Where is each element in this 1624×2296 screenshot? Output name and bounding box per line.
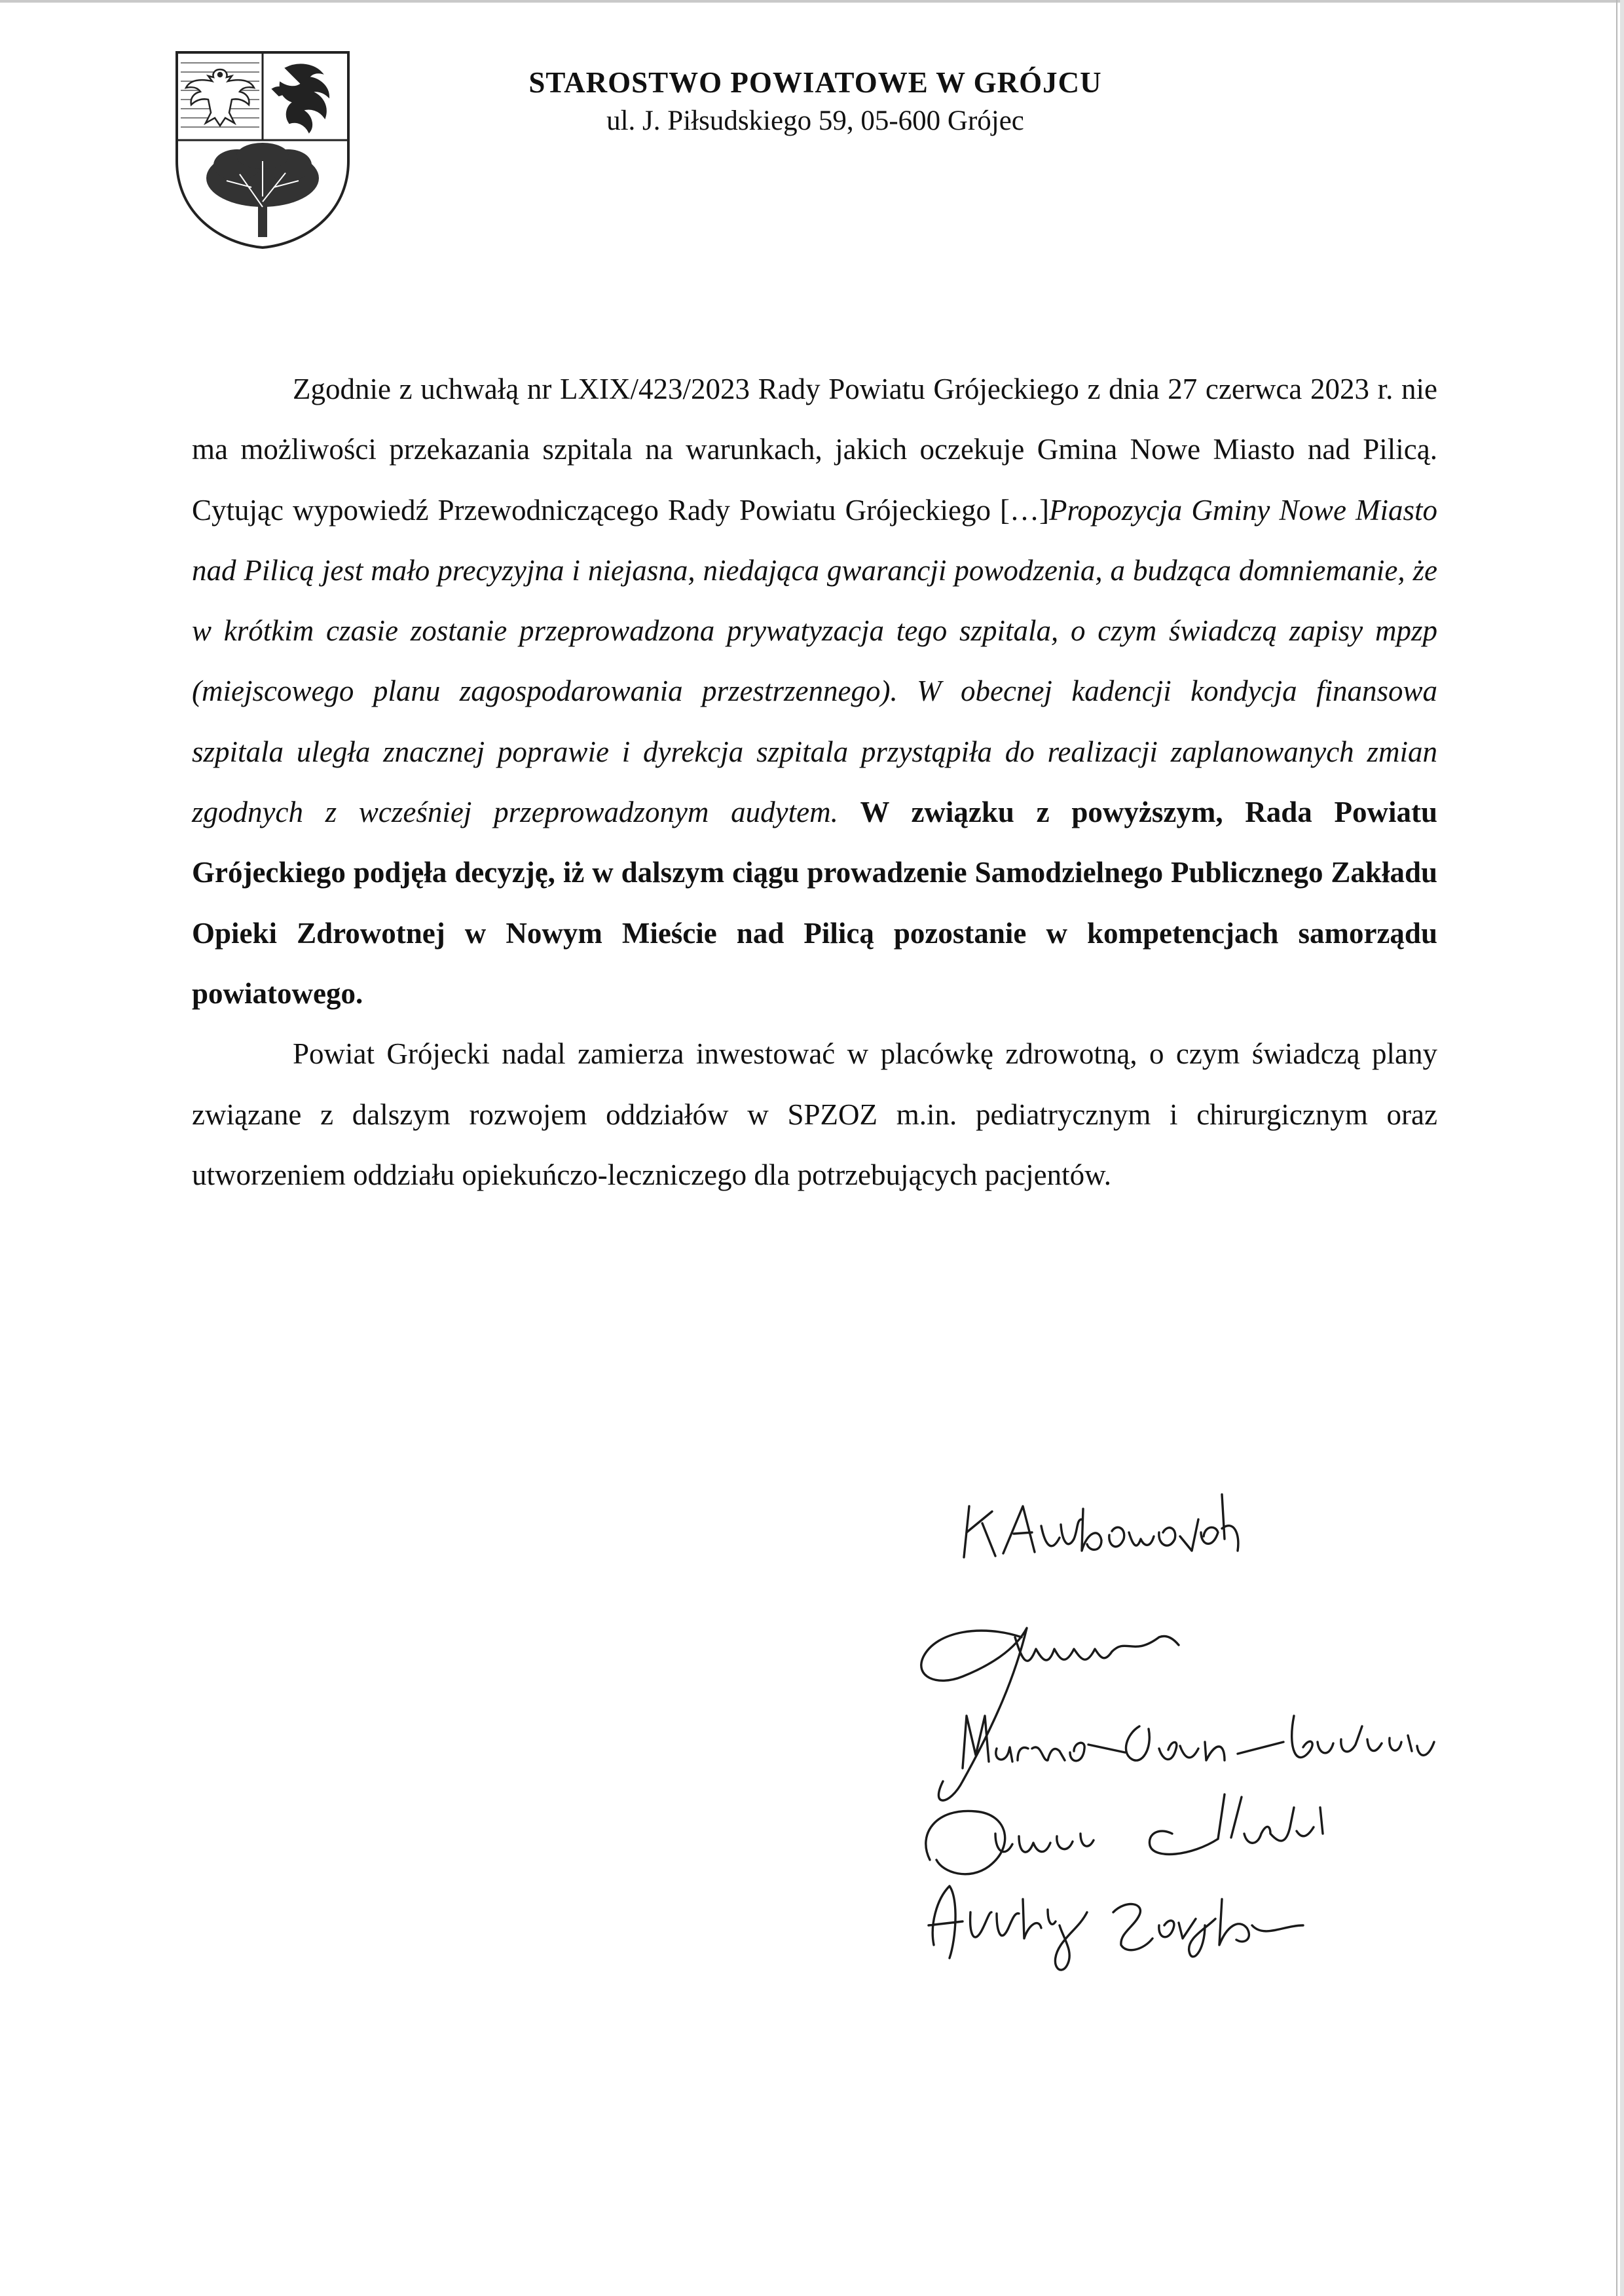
coat-of-arms-icon [174, 50, 351, 250]
letterhead [419, 63, 1211, 140]
signature-4 [926, 1794, 1323, 1874]
paragraph-1-intro: Zgodnie z uchwałą nr LXIX/423/2023 Rady Powiatu Grójeckiego z dnia 27 czerwca 2023 r. nie ma możliwości przekazania szpitala na warunkach, jakich oczekuje Gmina Nowe Miasto nad Pilicą. Cytując wypowiedź Przewodniczącego Rady Powiatu Grójeckiego […] [192, 373, 1437, 527]
signature-1-text: K. Ambrożewicz [956, 1571, 967, 1572]
paragraph-1-conclusion: W związku z powyższym, Rada Powiatu Grójeckiego podjęła decyzję, iż w dalszym ciągu prowadzenie Samodzielnego Publicznego Zakładu Opieki Zdrowotnej w Nowym Mieście nad Pilicą pozostanie w kompetencjach samorządu powiatowego. [192, 796, 1438, 1010]
paragraph-2: Powiat Grójecki nadal zamierza inwestować w placówkę zdrowotną, o czym świadczą plany związane z dalszym rozwojem oddziałów w SPZOZ m.in. pediatrycznym i chirurgicznym oraz utworzeniem oddziału opiekuńczo-leczniczego dla potrzebujących pacjentów. [192, 1037, 1437, 1191]
organization-name: STAROSTWO POWIATOWE W GRÓJCU [528, 66, 1102, 99]
scan-edge-line [1616, 0, 1617, 2296]
organization-address: ul. J. Piłsudskiego 59, 05-600 Grójec [606, 105, 1024, 136]
scan-edge-right [1620, 0, 1624, 2296]
handwritten-signatures [851, 1441, 1598, 2096]
letter-body [192, 359, 1437, 1205]
paragraph-1-quote: Propozycja Gminy Nowe Miasto nad Pilicą jest mało precyzyjna i niejasna, niedająca gwarancji powodzenia, a budząca domniemanie, że w krótkim czasie zostanie przeprowadzona prywatyzacja tego szpitala, o czym świadczą zapisy mpzp (miejscowego planu zagospodarowania przestrzennego). W obecnej kadencji kondycja finansowa szpitala uległa znacznej poprawie i dyrekcja szpitala przystąpiła do realizacji zaplanowanych zmian zgodnych z wcześniej przeprowadzonym audytem. [192, 493, 1437, 829]
scan-edge-top [0, 0, 1624, 3]
signature-3 [963, 1716, 1434, 1768]
signature-5 [929, 1886, 1303, 1970]
signature-2 [921, 1628, 1179, 1800]
signature-1 [955, 1494, 1238, 1572]
paragraph-1 [192, 359, 1437, 1024]
signatures [851, 1441, 1598, 2096]
